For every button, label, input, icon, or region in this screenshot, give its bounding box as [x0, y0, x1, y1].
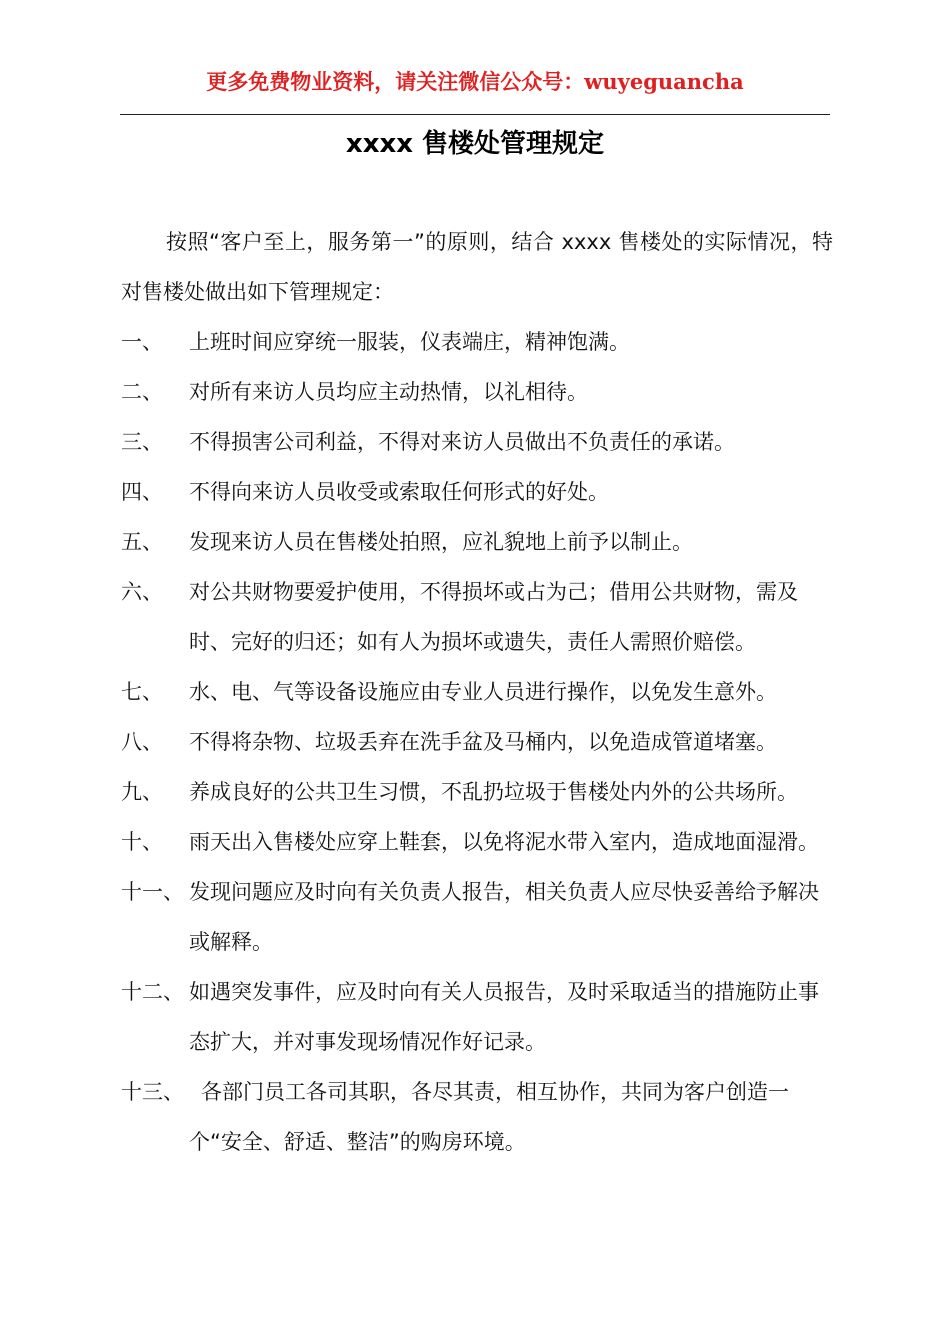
rule-text: 发现问题应及时向有关负责人报告，相关负责人应尽快妥善给予解决或解释。	[189, 880, 819, 954]
rule-text: 如遇突发事件，应及时向有关人员报告，及时采取适当的措施防止事态扩大，并对事发现场情况作好记录。	[189, 980, 819, 1054]
rule-item	[121, 1067, 833, 1167]
rule-text: 各部门员工各司其职，各尽其责，相互协作，共同为客户创造一个“安全、舒适、整洁”的购房环境。	[189, 1080, 789, 1154]
promo-banner: 更多免费物业资料，请关注微信公众号：wuyeguancha	[206, 69, 744, 94]
rule-item	[121, 567, 833, 667]
rule-text: 不得损害公司利益，不得对来访人员做出不负责任的承诺。	[189, 430, 735, 454]
rule-text: 上班时间应穿统一服装，仪表端庄，精神饱满。	[189, 330, 630, 354]
header-divider	[120, 114, 830, 115]
rule-item	[121, 417, 833, 467]
rule-number: 二、	[121, 380, 163, 404]
rule-number: 六、	[121, 580, 163, 604]
rule-item	[121, 967, 833, 1067]
rule-number: 十、	[121, 830, 163, 854]
rule-item	[121, 367, 833, 417]
rule-text: 对公共财物要爱护使用，不得损坏或占为己；借用公共财物，需及时、完好的归还；如有人为损坏或遗失，责任人需照价赔偿。	[189, 580, 798, 654]
rule-item	[121, 467, 833, 517]
rule-number: 十二、	[121, 980, 184, 1004]
rule-text: 不得将杂物、垃圾丢弃在洗手盆及马桶内，以免造成管道堵塞。	[189, 730, 777, 754]
rule-text: 养成良好的公共卫生习惯，不乱扔垃圾于售楼处内外的公共场所。	[189, 780, 798, 804]
rule-text: 不得向来访人员收受或索取任何形式的好处。	[189, 480, 609, 504]
rule-number: 十一、	[121, 880, 184, 904]
rule-text: 对所有来访人员均应主动热情，以礼相待。	[189, 380, 588, 404]
rule-number: 三、	[121, 430, 163, 454]
intro-paragraph: 按照“客户至上，服务第一”的原则，结合 xxxx 售楼处的实际情况，特对售楼处做出如下管理规定：	[121, 230, 833, 304]
rule-text: 水、电、气等设备设施应由专业人员进行操作，以免发生意外。	[189, 680, 777, 704]
rule-text: 雨天出入售楼处应穿上鞋套，以免将泥水带入室内，造成地面湿滑。	[189, 830, 819, 854]
rule-item	[121, 817, 833, 867]
rule-number: 四、	[121, 480, 163, 504]
rule-item	[121, 767, 833, 817]
rule-number: 一、	[121, 330, 163, 354]
rule-number: 八、	[121, 730, 163, 754]
rule-number: 五、	[121, 530, 163, 554]
rule-item	[121, 717, 833, 767]
rule-item	[121, 517, 833, 567]
rules-list	[121, 317, 833, 1167]
rule-item	[121, 867, 833, 967]
rule-item	[121, 667, 833, 717]
rule-number: 十三、	[121, 1080, 184, 1104]
rule-item	[121, 317, 833, 367]
document-title: xxxx 售楼处管理规定	[345, 129, 605, 159]
rule-text: 发现来访人员在售楼处拍照，应礼貌地上前予以制止。	[189, 530, 693, 554]
rule-number: 七、	[121, 680, 163, 704]
rule-number: 九、	[121, 780, 163, 804]
